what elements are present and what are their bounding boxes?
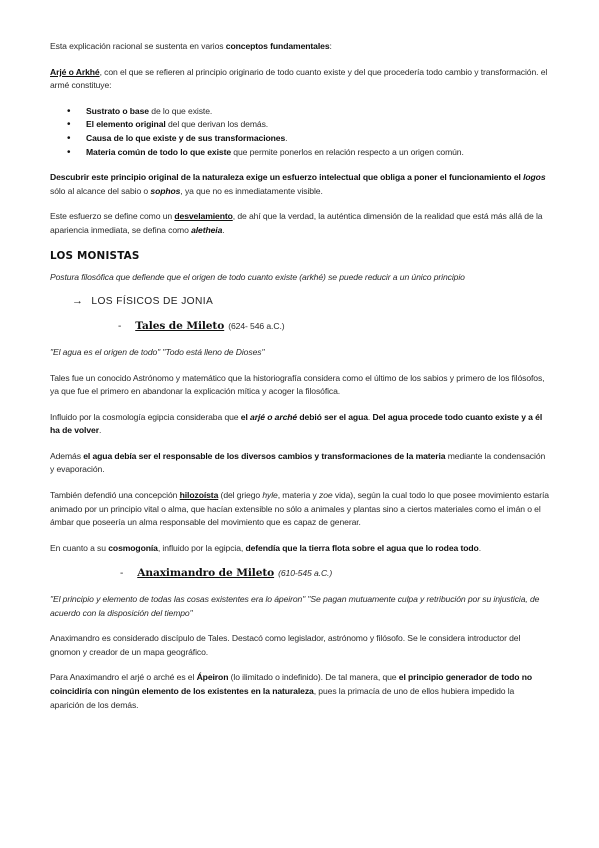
list-item [50,132,549,146]
text-run: mediante la condensación y evaporación. [50,450,546,475]
monistas-definition: Postura filosófica que defiende que el origen de todo cuanto existe (arkhé) se puede reducir a un único principio [50,272,465,283]
philosopher-heading-tales [50,320,549,334]
text-run: , con el que se refieren al principio originario de todo cuanto existe y del que procedería todo cambio y transformación. el armé constituye: [50,66,548,91]
text-run: , influido por la egipcia, [157,542,246,553]
text-run: (del griego [218,490,263,501]
bold-run: conceptos fundamentales [225,41,330,51]
anaximandro-paragraph-1: Anaximandro es considerado discípulo de Tales. Destacó como legislador, astrónomo y filósofo. Se le considera introductor del gnomon y creador de un mapa geográfico. [50,633,521,657]
anaximandro-paragraph-2 [50,671,549,712]
term-sophos: sophos [150,185,181,196]
text-run: , materia y [277,490,320,501]
text-run: . [222,224,225,235]
bold-run: Materia común de todo lo que existe [86,146,232,157]
text-run: . [367,411,373,422]
text-run: , pues la primacía de uno de ellos hubiera impedido la aparición de los demás. [50,686,515,710]
subheading-fisicos-jonia [50,295,549,309]
term-hyle: hyle [262,490,278,501]
bold-run: el [240,411,251,422]
text-run: del que derivan los demás. [165,119,269,130]
text-run: Esta explicación racional se sustenta en varios [50,41,226,51]
tales-paragraph-2 [50,411,549,438]
bold-run: debió ser el agua [297,411,368,422]
text-run: vida), según la cual todo lo que posee movimiento estaría animado por un principio vital o alma, que hacían extensible no sólo a animales y plantas sino a ciertos materiales como el imán o el ámbar que poseería un alma responsable del movimiento que es capaz de generar. [50,490,549,528]
philosopher-dates: (610-545 a.C.) [278,568,333,579]
tales-paragraph-1: Tales fue un conocido Astrónomo y matemático que la historiografía considera como el último de los sabios y primero de los filósofos, ya que fue el primero en abandonar la explicación mítica y acoger la filosófica. [50,372,545,397]
list-item [50,118,549,132]
bold-run: cosmogonía [108,542,158,553]
text-run: En cuanto a su [50,542,109,553]
text-run: . [285,132,288,143]
list-item [50,146,549,160]
arrow-right-icon: → [72,294,84,307]
text-run: Influido por la cosmología egipcia consideraba que [50,411,241,422]
bold-run: El elemento original [86,119,166,130]
anaximandro-quote: "El principio y elemento de todas las cosas existentes era lo ápeiron" "Se pagan mutuamente culpa y retribución por su injusticia, de acuerdo con la disposición del tiempo" [50,594,540,618]
bold-run: Sustrato o base [86,105,149,116]
bold-run: Causa de lo que existe y de sus transformaciones [86,132,286,143]
term-zoe: zoe [319,490,333,501]
text-run: También defendió una concepción [50,490,180,501]
term-arje: Arjé o Arkhé [50,66,100,77]
philosopher-dates: (624- 546 a.C.) [228,321,285,332]
text-run: Para Anaximandro el arjé o arché es el [50,672,197,683]
text-run: (lo ilimitado o indefinido). De tal manera, que [228,672,399,683]
philosopher-heading-anaximandro [50,567,549,581]
intro-paragraph [50,40,549,54]
tales-quote: "El agua es el origen de todo" "Todo está lleno de Dioses" [50,346,265,357]
text-run: Además [50,450,84,461]
bold-run: el principio generador de todo no coincidiría con ningún elemento de los existentes en la naturaleza [50,672,533,696]
term-aletheia: aletheia [191,224,223,235]
bold-run: defendía que la tierra flota sobre el agua que lo rodea todo [245,542,479,553]
arje-paragraph [50,66,549,93]
arje-bullet-list [50,105,549,159]
text-run: . [98,425,102,436]
bold-run: Del agua procede todo cuanto existe y a él ha de volver [50,411,543,436]
text-run: : [329,41,332,51]
text-run: , ya que no es inmediatamente visible. [180,185,323,196]
list-item [50,105,549,119]
text-run: Este esfuerzo se define como un [50,211,175,222]
term-apeiron: Ápeiron [196,672,229,683]
text-run: . [478,542,481,553]
bold-run: el agua debía ser el responsable de los diversos cambios y transformaciones de la materia [83,450,446,461]
term-desvelamiento: desvelamiento [174,211,233,222]
section-title: LOS MONISTAS [50,249,140,262]
philosopher-name: Tales de Mileto [135,320,225,333]
philosopher-name: Anaximandro de Mileto [137,567,275,580]
text-run: que permite ponerlos en relación respecto a un origen común. [231,146,464,157]
term-hilozoista: hilozoísta [179,490,219,501]
dash-bullet: - [120,568,124,580]
subheading-text: LOS FÍSICOS DE JONIA [91,295,214,307]
text-run: sólo al alcance del sabio o [50,185,151,196]
term-logos: logos [523,172,546,183]
aletheia-paragraph [50,210,549,237]
logos-paragraph [50,171,549,198]
text-run: de lo que existe. [148,105,213,116]
tales-paragraph-3 [50,450,549,477]
tales-paragraph-5 [50,542,549,556]
tales-paragraph-4 [50,489,549,530]
dash-bullet: - [118,321,122,333]
term-arje: arjé o arché [250,411,298,422]
text-run: , de ahí que la verdad, la auténtica dimensión de la realidad que está más allá de la apariencia inmediata, se defina como [50,211,543,235]
bold-run: Descubrir este principio original de la naturaleza exige un esfuerzo intelectual que obliga a poner el funcionamiento el [50,172,524,183]
